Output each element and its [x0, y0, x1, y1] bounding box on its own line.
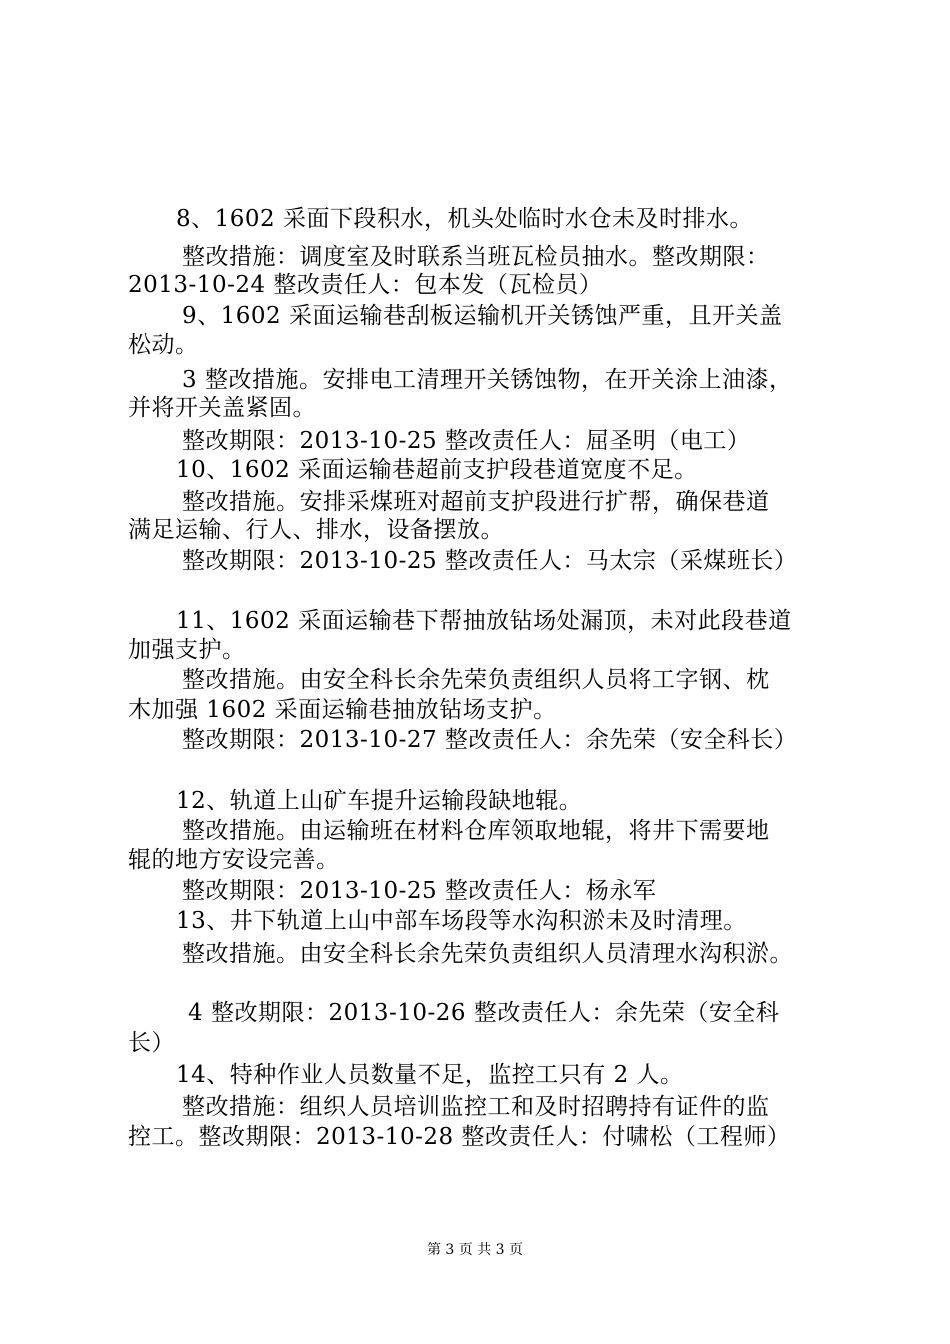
paragraph-line: 12、轨道上山矿车提升运输段缺地辊。 [176, 788, 583, 814]
paragraph-line: 整改措施。由运输班在材料仓库领取地辊，将井下需要地 [182, 818, 770, 844]
paragraph-line: 整改措施。由安全科长余先荣负责组织人员清理水沟积淤。 [182, 941, 793, 967]
paragraph-line: 2013-10-24 整改责任人：包本发（瓦检员） [128, 272, 603, 298]
paragraph-line: 整改措施：组织人员培训监控工和及时招聘持有证件的监 [182, 1094, 770, 1120]
page-footer: 第 3 页 共 3 页 [426, 1242, 524, 1258]
paragraph-line: 3 整改措施。安排电工清理开关锈蚀物，在开关涂上油漆， [182, 367, 793, 393]
paragraph-line: 整改措施。由安全科长余先荣负责组织人员将工字钢、枕 [182, 667, 770, 693]
paragraph-line: 松动。 [128, 332, 199, 358]
paragraph-line: 9、1602 采面运输巷刮板运输机开关锈蚀严重，且开关盖 [182, 303, 783, 329]
paragraph-line: 木加强 1602 采面运输巷抽放钻场支护。 [128, 697, 557, 723]
paragraph-line: 8、1602 采面下段积水，机头处临时水仓未及时排水。 [176, 206, 753, 232]
paragraph-line: 加强支护。 [128, 637, 246, 663]
paragraph-line: 长） [128, 1030, 175, 1056]
paragraph-line: 辊的地方安设完善。 [128, 847, 340, 873]
paragraph-line: 控工。整改期限：2013-10-28 整改责任人：付啸松（工程师） [128, 1124, 791, 1150]
paragraph-line: 整改措施：调度室及时联系当班瓦检员抽水。整改期限： [182, 244, 770, 270]
paragraph-line: 14、特种作业人员数量不足，监控工只有 2 人。 [176, 1062, 684, 1088]
paragraph-line: 4 整改期限：2013-10-26 整改责任人：余先荣（安全科 [188, 1000, 780, 1026]
paragraph-line: 整改期限：2013-10-25 整改责任人：马太宗（采煤班长） [182, 548, 798, 574]
paragraph-line: 整改期限：2013-10-25 整改责任人：屈圣明（电工） [182, 428, 751, 454]
paragraph-line: 11、1602 采面运输巷下帮抽放钻场处漏顶，未对此段巷道 [176, 608, 792, 634]
paragraph-line: 整改期限：2013-10-27 整改责任人：余先荣（安全科长） [182, 727, 798, 753]
paragraph-line: 13、井下轨道上山中部车场段等水沟积淤未及时清理。 [176, 908, 747, 934]
paragraph-line: 10、1602 采面运输巷超前支护段巷道宽度不足。 [176, 457, 698, 483]
paragraph-line: 并将开关盖紧固。 [128, 395, 316, 421]
paragraph-line: 满足运输、行人、排水，设备摆放。 [128, 517, 504, 543]
paragraph-line: 整改措施。安排采煤班对超前支护段进行扩帮，确保巷道 [182, 489, 770, 515]
paragraph-line: 整改期限：2013-10-25 整改责任人：杨永军 [182, 878, 657, 904]
